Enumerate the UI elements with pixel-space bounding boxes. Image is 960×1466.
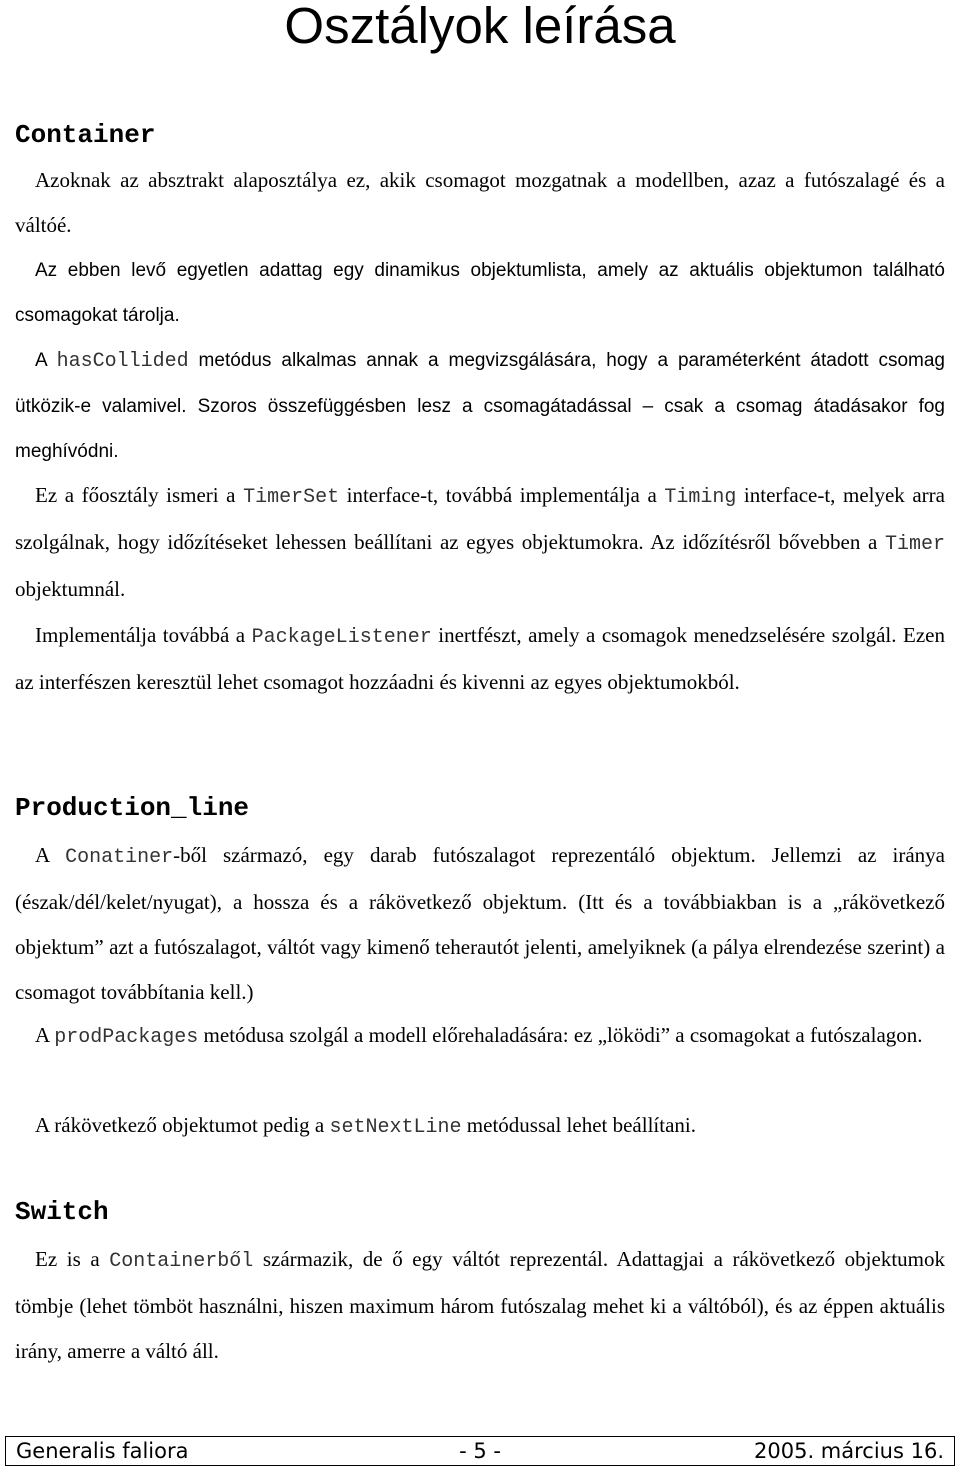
paragraph: Azoknak az absztrakt alaposztálya ez, akik csomagot mozgatnak a modellben, azaz a futószalagé és a váltóé.	[15, 168, 945, 237]
code-term: prodPackages	[54, 1026, 199, 1049]
paragraph: A hasCollided metódus alkalmas annak a megvizsgálására, hogy a paraméterként átadott csomag ütközik-e valamivel. Szoros összefüggésben lesz a csomagátadással – csak a csomag átadásakor fog meghívódni.	[15, 350, 946, 462]
code-term: Timer	[884, 533, 945, 556]
code-term: TimerSet	[243, 486, 340, 509]
paragraph: A rákövetkező objektumot pedig a setNextLine metódussal lehet beállítani.	[35, 1113, 696, 1139]
paragraph: Ez a főosztály ismeri a TimerSet interface-t, továbbá implementálja a Timing interface-t, melyek arra szolgálnak, hogy időzítéseket lehessen beállítani az egyes objektumokra. Az időzítésről bővebben a Timer objektumnál.	[15, 483, 945, 601]
code-term: PackageListener	[251, 626, 432, 649]
footer-project-name: Generalis faliora	[16, 1439, 189, 1463]
section-heading-switch: Switch	[15, 1197, 109, 1227]
paragraph: Ez is a Containerből származik, de ő egy váltót reprezentál. Adattagjai a rákövetkező objektumok tömbje (lehet tömböt használni, hiszen maximum három futószalag mehet ki a váltóból), és az éppen aktuális irány, amerre a váltó áll.	[15, 1247, 946, 1363]
code-term: setNextLine	[329, 1116, 462, 1139]
code-term: hasCollided	[56, 350, 189, 373]
page-footer	[5, 1436, 955, 1466]
code-term: Conatiner	[65, 846, 174, 869]
code-term: Timing	[664, 486, 737, 509]
section-heading-production-line: Production_line	[15, 793, 250, 823]
paragraph: Implementálja továbbá a PackageListener inertfészt, amely a csomagok menedzselésére szolgál. Ezen az interfészen keresztül lehet csomagot hozzáadni és kivenni az egyes objektumokból.	[15, 623, 945, 694]
paragraph: Az ebben levő egyetlen adattag egy dinamikus objektumlista, amely az aktuális objektumon található csomagokat tárolja.	[15, 260, 945, 326]
page-title: Osztályok leírása	[284, 0, 676, 54]
footer-date: 2005. március 16.	[754, 1439, 944, 1463]
paragraph: A prodPackages metódusa szolgál a modell előrehaladására: ez „löködi” a csomagokat a futószalagon.	[35, 1023, 923, 1049]
footer-page-number: - 5 -	[459, 1439, 501, 1463]
paragraph: A Conatiner-ből származó, egy darab futószalagot reprezentáló objektum. Jellemzi az iránya (észak/dél/kelet/nyugat), a hossza és a rákövetkező objektum. (Itt és a továbbiakban is a „rákövetkező objektum” azt a futószalagot, váltót vagy kimenő teherautót jelenti, amelyiknek (a pálya elrendezése szerint) a csomagot továbbítania kell.)	[15, 843, 945, 1004]
code-term: Containerből	[109, 1250, 254, 1273]
section-heading-container: Container	[15, 120, 156, 150]
